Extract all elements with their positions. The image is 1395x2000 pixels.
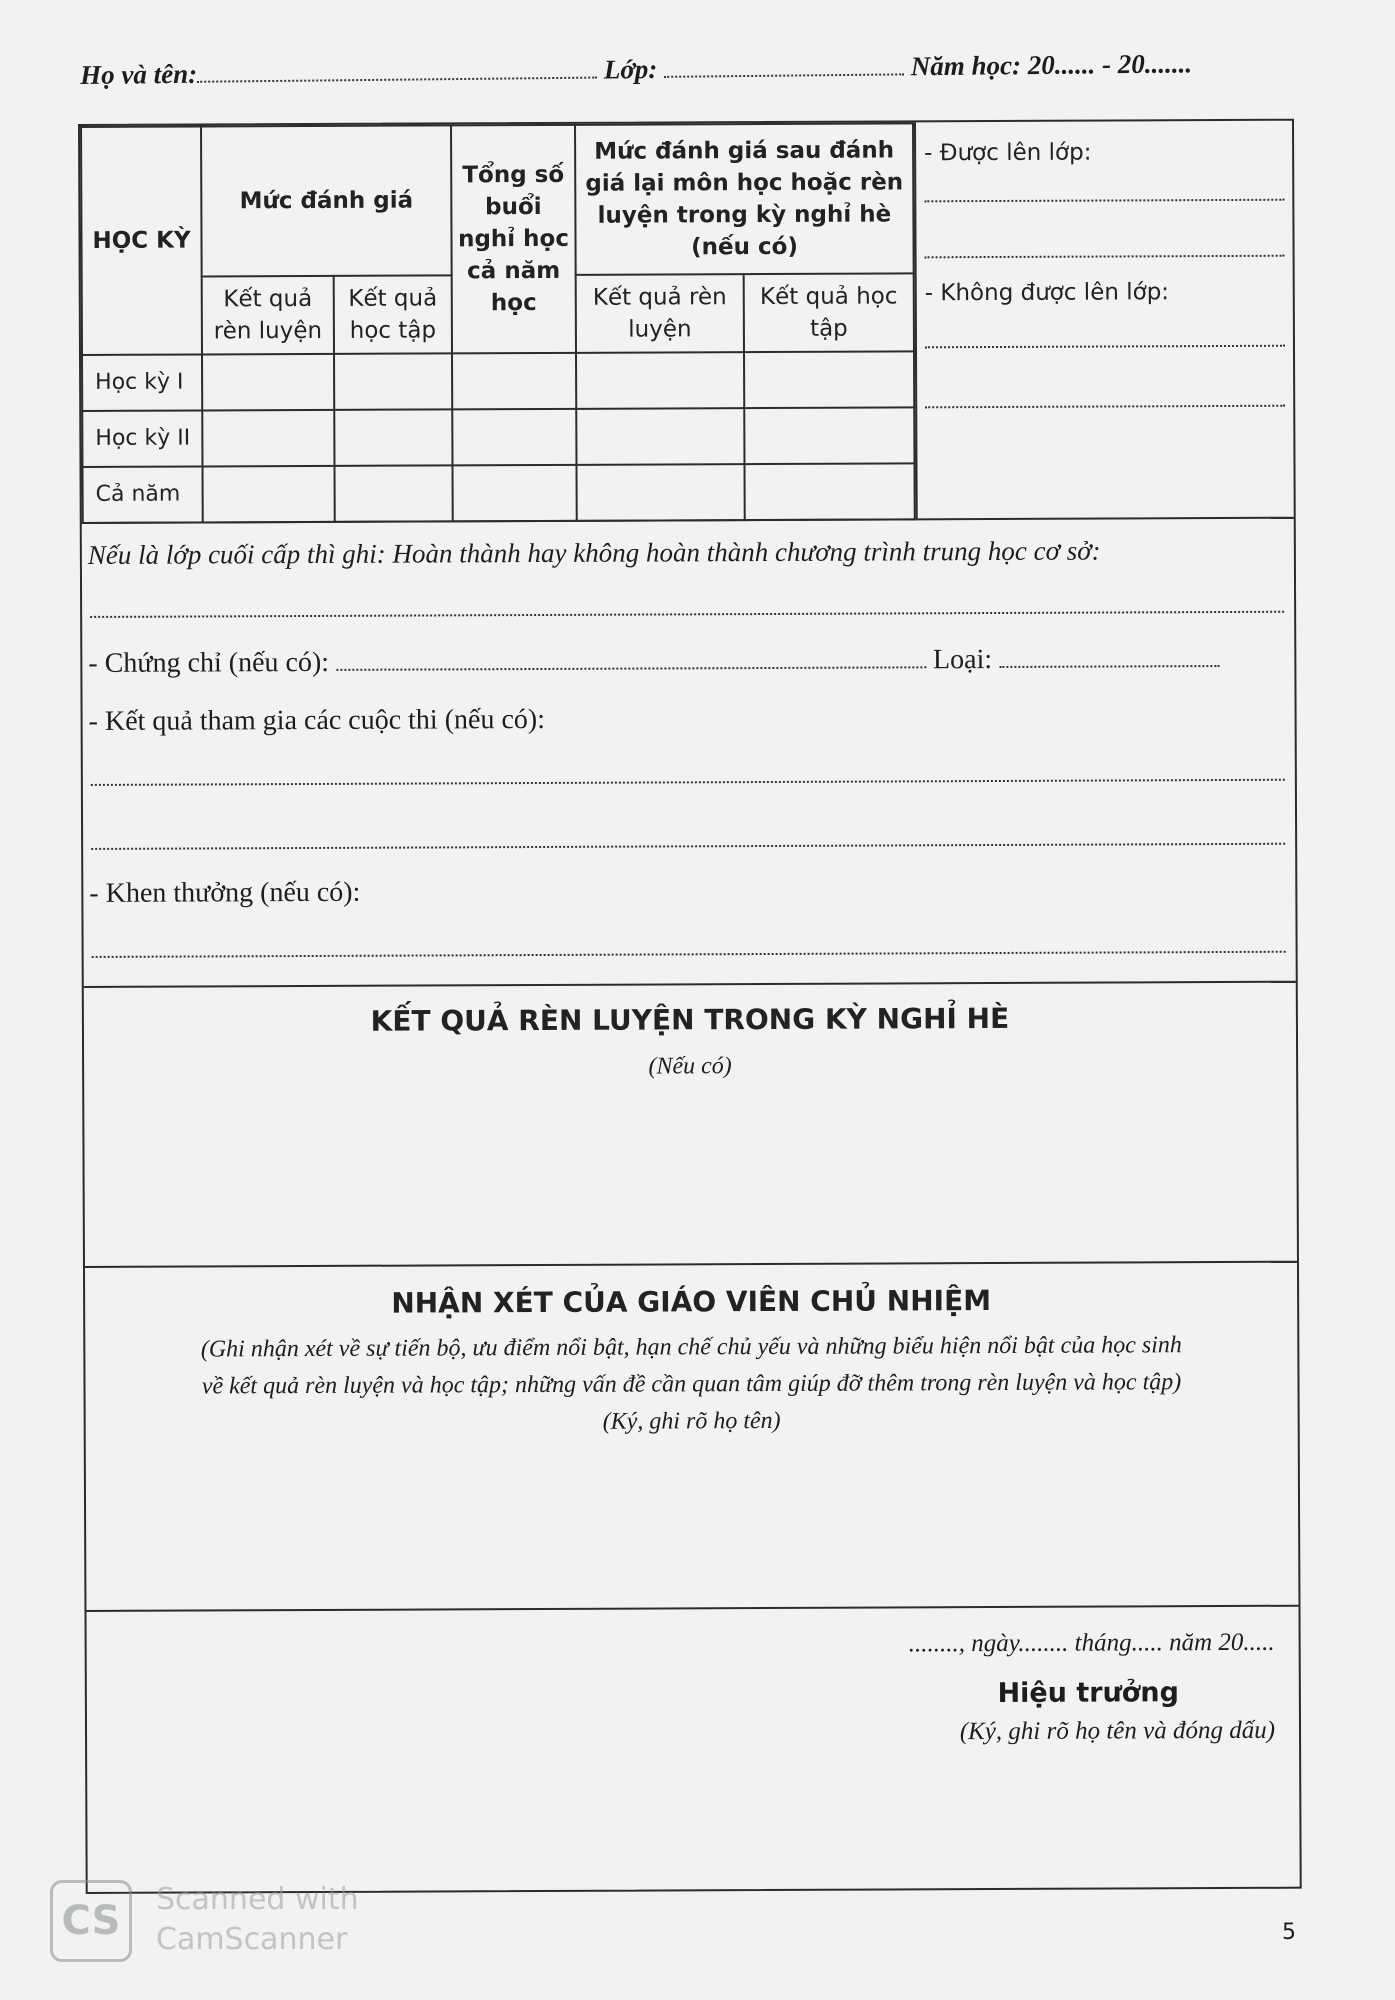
row-label-semester-2: Học kỳ II	[82, 410, 202, 467]
school-year-end: - 20.......	[1101, 48, 1193, 80]
certificate-type-label: Loại:	[932, 644, 993, 676]
section-divider	[85, 1261, 1297, 1268]
promoted-label: - Được lên lớp:	[924, 139, 1092, 167]
awards-line[interactable]	[92, 951, 1286, 958]
awards-label: - Khen thưởng (nếu có):	[89, 876, 361, 909]
reassess-learning-header: Kết quả học tập	[744, 273, 914, 352]
grade-cell[interactable]	[576, 352, 744, 409]
grade-cell[interactable]	[744, 463, 914, 520]
camscanner-logo-icon: CS	[50, 1880, 132, 1962]
class-label: Lớp:	[603, 53, 658, 85]
assessment-header: Mức đánh giá	[201, 125, 452, 276]
grade-cell[interactable]	[334, 409, 452, 466]
grade-cell[interactable]	[452, 465, 576, 522]
watermark-line: Scanned with	[156, 1882, 359, 1917]
principal-sign-note: (Ký, ghi rõ họ tên và đóng dấu)	[959, 1716, 1276, 1746]
grade-cell[interactable]	[576, 408, 744, 465]
teacher-comment-instruction	[91, 1327, 1291, 1443]
instruction-line: (Ghi nhận xét về sự tiến bộ, ưu điểm nổi bật, hạn chế chủ yếu và những biểu hiện nổi bật của học sinh	[200, 1332, 1182, 1363]
promotion-panel	[914, 121, 1296, 519]
teacher-comment-title: NHẬN XÉT CỦA GIÁO VIÊN CHỦ NHIỆM	[391, 1284, 992, 1320]
conduct-result-header: Kết quả rèn luyện	[202, 276, 334, 355]
absences-header: Tổng số buổi nghỉ học cả năm học	[451, 125, 576, 354]
watermark-text	[156, 1880, 359, 1960]
learning-result-header: Kết quả học tập	[334, 275, 452, 354]
reassess-conduct-header: Kết quả rèn luyện	[576, 274, 744, 353]
grade-cell[interactable]	[576, 464, 744, 521]
watermark-line: CamScanner	[156, 1922, 348, 1957]
name-label: Họ và tên:	[80, 58, 198, 90]
promoted-line[interactable]	[925, 255, 1285, 259]
class-field[interactable]	[664, 73, 904, 78]
certificate-row	[88, 643, 1219, 680]
section-divider	[84, 981, 1296, 988]
grade-cell[interactable]	[744, 407, 914, 464]
grade-cell[interactable]	[744, 351, 914, 408]
not-promoted-line[interactable]	[925, 345, 1285, 349]
competitions-label: - Kết quả tham gia các cuộc thi (nếu có):	[88, 703, 546, 737]
reassessment-header: Mức đánh giá sau đánh giá lại môn học hoặc rèn luyện trong kỳ nghỉ hè (nếu có)	[575, 123, 914, 274]
grade-cell[interactable]	[202, 410, 334, 467]
page-number: 5	[1282, 1920, 1296, 1945]
not-promoted-label: - Không được lên lớp:	[924, 279, 1170, 307]
completion-line[interactable]	[90, 611, 1284, 618]
grade-cell[interactable]	[334, 353, 452, 410]
grade-cell[interactable]	[202, 354, 334, 411]
competitions-line[interactable]	[91, 843, 1285, 850]
certificate-label: - Chứng chỉ (nếu có):	[88, 646, 330, 679]
row-label-semester-1: Học kỳ I	[82, 354, 202, 411]
student-header	[80, 47, 1295, 104]
grade-cell[interactable]	[334, 465, 452, 522]
summer-section-title: KẾT QUẢ RÈN LUYỆN TRONG KỲ NGHỈ HÈ	[370, 1001, 1010, 1038]
section-divider	[86, 1605, 1298, 1612]
instruction-line: về kết quả rèn luyện và học tập; những vấn đề cần quan tâm giúp đỡ thêm trong rèn luyện và học tập)	[201, 1369, 1182, 1400]
not-promoted-line[interactable]	[925, 405, 1285, 409]
grade-cell[interactable]	[452, 409, 576, 466]
promoted-line[interactable]	[924, 199, 1284, 203]
row-label-full-year: Cả năm	[82, 466, 202, 523]
principal-title: Hiệu trưởng	[997, 1677, 1179, 1710]
certificate-type-field[interactable]	[999, 665, 1219, 668]
grade-table	[80, 122, 916, 524]
certificate-field[interactable]	[336, 666, 926, 671]
competitions-line[interactable]	[91, 779, 1285, 786]
grade-cell[interactable]	[202, 466, 334, 523]
camscanner-watermark	[50, 1880, 420, 1970]
summer-section-subtitle: (Nếu có)	[648, 1053, 732, 1080]
final-grade-note: Nếu là lớp cuối cấp thì ghi: Hoàn thành hay không hoàn thành chương trình trung học cơ sở:	[87, 535, 1101, 570]
record-frame	[78, 119, 1302, 1894]
teacher-sign-note: (Ký, ghi rõ họ tên)	[602, 1407, 781, 1435]
school-year-label: Năm học: 20......	[910, 49, 1096, 82]
signature-date-line: ........, ngày........ tháng..... năm 20.....	[908, 1628, 1275, 1658]
semester-header: HỌC KỲ	[81, 126, 202, 355]
grade-cell[interactable]	[452, 353, 576, 410]
name-field[interactable]	[197, 77, 597, 83]
